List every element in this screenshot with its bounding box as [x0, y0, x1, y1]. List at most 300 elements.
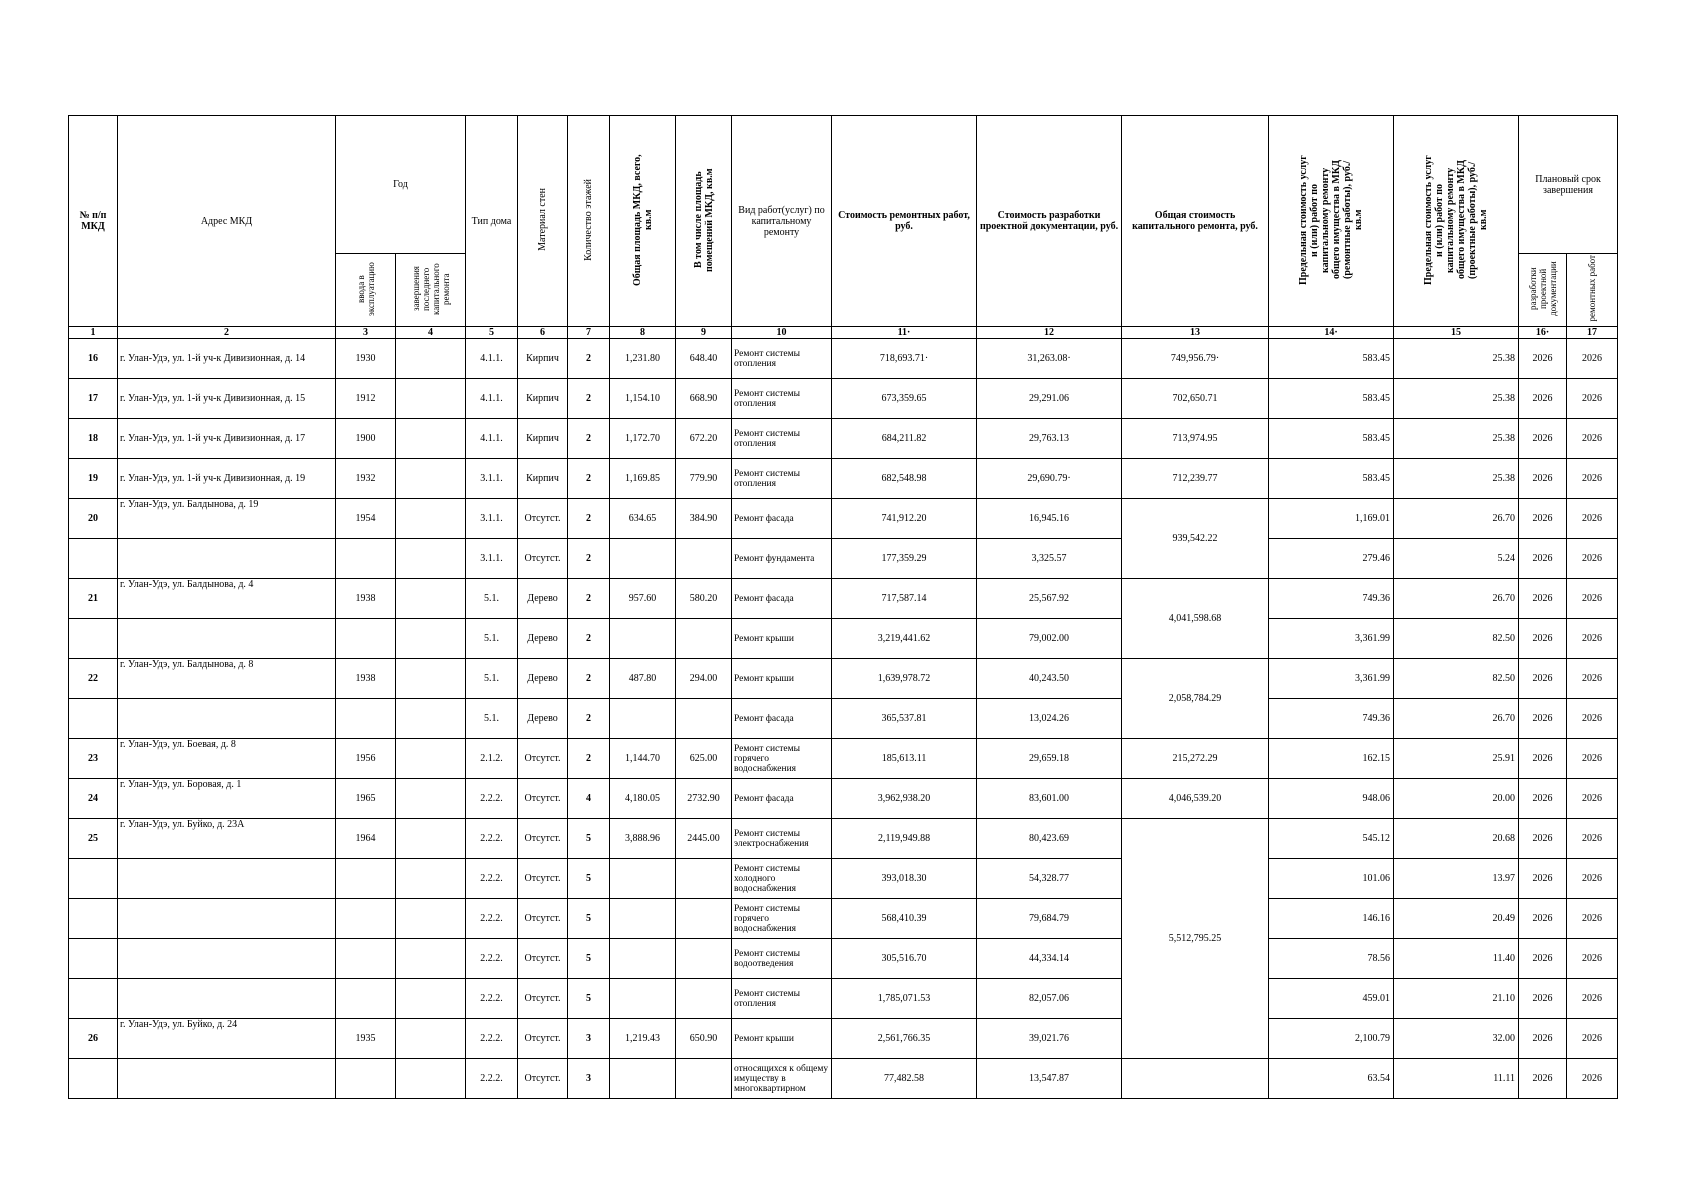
col-header-repair-cost: Стоимость ремонтных работ, руб. [832, 116, 977, 327]
row-number: 16 [69, 339, 118, 379]
row-repair-cost: 305,516.70 [832, 939, 977, 979]
row-year-commission: 1930 [336, 339, 396, 379]
col-number: 1 [69, 327, 118, 339]
row-year-last-repair [396, 899, 466, 939]
row-floors: 3 [568, 1019, 610, 1059]
row-premises-area: 779.90 [676, 459, 732, 499]
row-limit-design: 25.91 [1394, 739, 1519, 779]
row-year-commission [336, 699, 396, 739]
table-row [69, 619, 1618, 659]
col-number: 17 [1567, 327, 1618, 339]
limit-design-label: Предельная стоимость услуг и (или) работ по капитальному ремонту общего имущества в МКД (проектные работы), руб./кв.м [1423, 154, 1490, 285]
row-address: г. Улан-Удэ, ул. Балдынова, д. 8 [118, 659, 336, 699]
row-year-commission: 1900 [336, 419, 396, 459]
row-total-cost: 2,058,784.29 [1122, 659, 1269, 739]
row-work-type: Ремонт системы холодного водоснабжения [732, 859, 832, 899]
row-number: 21 [69, 579, 118, 619]
row-limit-repair: 749.36 [1269, 699, 1394, 739]
row-planned-design: 2026 [1519, 899, 1567, 939]
row-premises-area: 384.90 [676, 499, 732, 539]
col-header-total-cost: Общая стоимость капитального ремонта, руб. [1122, 116, 1269, 327]
row-total-area: 1,172.70 [610, 419, 676, 459]
row-work-type: Ремонт крыши [732, 619, 832, 659]
row-planned-design: 2026 [1519, 819, 1567, 859]
row-address: г. Улан-Удэ, ул. 1-й уч-к Дивизионная, д. 17 [118, 419, 336, 459]
limit-repair-label: Предельная стоимость услуг и (или) работ по капитальному ремонту общего имущества в МКД (ремонтные работы), руб./кв.м [1298, 154, 1365, 285]
table-row [69, 499, 1618, 539]
col-number: 14· [1269, 327, 1394, 339]
row-total-cost: 939,542.22 [1122, 499, 1269, 579]
row-total-area: 1,144.70 [610, 739, 676, 779]
row-number: 17 [69, 379, 118, 419]
row-limit-repair: 2,100.79 [1269, 1019, 1394, 1059]
row-total-cost: 702,650.71 [1122, 379, 1269, 419]
row-premises-area: 668.90 [676, 379, 732, 419]
row-limit-repair: 101.06 [1269, 859, 1394, 899]
row-year-last-repair [396, 539, 466, 579]
row-address [118, 939, 336, 979]
col-header-address: Адрес МКД [118, 116, 336, 327]
row-limit-design: 11.40 [1394, 939, 1519, 979]
row-year-commission: 1954 [336, 499, 396, 539]
row-limit-design: 26.70 [1394, 699, 1519, 739]
table-row [69, 739, 1618, 779]
row-repair-cost: 717,587.14 [832, 579, 977, 619]
row-premises-area: 625.00 [676, 739, 732, 779]
row-design-cost: 29,291.06 [977, 379, 1122, 419]
row-year-last-repair [396, 339, 466, 379]
table-row [69, 539, 1618, 579]
row-planned-design: 2026 [1519, 539, 1567, 579]
row-repair-cost: 3,962,938.20 [832, 779, 977, 819]
row-number: 20 [69, 499, 118, 539]
table-body [69, 339, 1618, 1099]
table-row [69, 379, 1618, 419]
row-year-last-repair [396, 739, 466, 779]
row-limit-repair: 948.06 [1269, 779, 1394, 819]
row-premises-area [676, 539, 732, 579]
row-limit-repair: 749.36 [1269, 579, 1394, 619]
row-planned-repair: 2026 [1567, 739, 1618, 779]
col-header-design-cost: Стоимость разработки проектной документации, руб. [977, 116, 1122, 327]
row-total-area [610, 939, 676, 979]
row-repair-cost: 718,693.71· [832, 339, 977, 379]
row-floors: 5 [568, 819, 610, 859]
row-repair-cost: 673,359.65 [832, 379, 977, 419]
row-planned-design: 2026 [1519, 1059, 1567, 1099]
row-wall-material: Отсутст. [518, 859, 568, 899]
row-total-area: 4,180.05 [610, 779, 676, 819]
row-floors: 2 [568, 339, 610, 379]
row-house-type: 5.1. [466, 699, 518, 739]
row-work-type: Ремонт системы отопления [732, 459, 832, 499]
column-numbers-row [69, 327, 1618, 339]
row-work-type: Ремонт фасада [732, 499, 832, 539]
row-wall-material: Отсутст. [518, 499, 568, 539]
row-house-type: 5.1. [466, 619, 518, 659]
row-floors: 2 [568, 419, 610, 459]
row-premises-area [676, 859, 732, 899]
row-address: г. Улан-Удэ, ул. 1-й уч-к Дивизионная, д. 14 [118, 339, 336, 379]
row-floors: 4 [568, 779, 610, 819]
row-total-area: 3,888.96 [610, 819, 676, 859]
row-wall-material: Отсутст. [518, 1019, 568, 1059]
col-header-year-commission [336, 254, 396, 327]
row-total-cost [1122, 1059, 1269, 1099]
row-address: г. Улан-Удэ, ул. 1-й уч-к Дивизионная, д. 19 [118, 459, 336, 499]
row-planned-repair: 2026 [1567, 1059, 1618, 1099]
row-year-commission: 1932 [336, 459, 396, 499]
row-address: г. Улан-Удэ, ул. Боровая, д. 1 [118, 779, 336, 819]
row-wall-material: Отсутст. [518, 539, 568, 579]
row-work-type: Ремонт крыши [732, 1019, 832, 1059]
row-limit-repair: 545.12 [1269, 819, 1394, 859]
col-header-year-last-repair [396, 254, 466, 327]
row-repair-cost: 568,410.39 [832, 899, 977, 939]
col-number: 12 [977, 327, 1122, 339]
row-limit-repair: 583.45 [1269, 419, 1394, 459]
row-total-cost: 4,041,598.68 [1122, 579, 1269, 659]
row-year-last-repair [396, 459, 466, 499]
header-row [69, 116, 1618, 254]
row-wall-material: Отсутст. [518, 779, 568, 819]
row-total-cost: 749,956.79· [1122, 339, 1269, 379]
row-limit-repair: 162.15 [1269, 739, 1394, 779]
row-premises-area: 2445.00 [676, 819, 732, 859]
row-address [118, 979, 336, 1019]
row-floors: 2 [568, 459, 610, 499]
col-number: 11· [832, 327, 977, 339]
row-work-type: Ремонт системы электроснабжения [732, 819, 832, 859]
row-work-type: Ремонт крыши [732, 659, 832, 699]
row-year-last-repair [396, 1019, 466, 1059]
col-header-floors [568, 116, 610, 327]
year-last-repair-label: завершения последнего капитального ремонта [410, 262, 451, 315]
row-planned-design: 2026 [1519, 579, 1567, 619]
row-limit-design: 32.00 [1394, 1019, 1519, 1059]
row-repair-cost: 684,211.82 [832, 419, 977, 459]
row-work-type: Ремонт системы водоотведения [732, 939, 832, 979]
row-repair-cost: 2,119,949.88 [832, 819, 977, 859]
col-number: 8 [610, 327, 676, 339]
row-floors: 2 [568, 699, 610, 739]
row-house-type: 2.2.2. [466, 859, 518, 899]
row-number [69, 619, 118, 659]
table-row [69, 939, 1618, 979]
row-wall-material: Отсутст. [518, 979, 568, 1019]
row-total-area [610, 619, 676, 659]
col-number: 5 [466, 327, 518, 339]
row-planned-repair: 2026 [1567, 979, 1618, 1019]
row-planned-repair: 2026 [1567, 459, 1618, 499]
row-number [69, 859, 118, 899]
row-address: г. Улан-Удэ, ул. Балдынова, д. 19 [118, 499, 336, 539]
row-design-cost: 29,763.13 [977, 419, 1122, 459]
row-address [118, 859, 336, 899]
row-wall-material: Отсутст. [518, 739, 568, 779]
row-work-type: Ремонт фасада [732, 699, 832, 739]
row-wall-material: Дерево [518, 579, 568, 619]
row-design-cost: 79,002.00 [977, 619, 1122, 659]
row-limit-repair: 279.46 [1269, 539, 1394, 579]
col-number: 4 [396, 327, 466, 339]
row-number [69, 539, 118, 579]
row-year-commission [336, 1059, 396, 1099]
row-floors: 2 [568, 539, 610, 579]
row-address [118, 699, 336, 739]
row-year-commission [336, 939, 396, 979]
row-limit-design: 25.38 [1394, 459, 1519, 499]
row-work-type: Ремонт системы отопления [732, 339, 832, 379]
row-limit-design: 82.50 [1394, 659, 1519, 699]
row-house-type: 2.2.2. [466, 1059, 518, 1099]
row-house-type: 4.1.1. [466, 419, 518, 459]
row-year-commission: 1935 [336, 1019, 396, 1059]
row-repair-cost: 1,639,978.72 [832, 659, 977, 699]
row-planned-repair: 2026 [1567, 339, 1618, 379]
row-design-cost: 13,547.87 [977, 1059, 1122, 1099]
row-wall-material: Дерево [518, 659, 568, 699]
row-total-cost: 215,272.29 [1122, 739, 1269, 779]
row-floors: 5 [568, 979, 610, 1019]
row-limit-repair: 1,169.01 [1269, 499, 1394, 539]
row-address [118, 619, 336, 659]
row-number [69, 979, 118, 1019]
row-planned-design: 2026 [1519, 979, 1567, 1019]
row-limit-repair: 146.16 [1269, 899, 1394, 939]
col-number: 7 [568, 327, 610, 339]
row-wall-material: Отсутст. [518, 1059, 568, 1099]
row-year-commission [336, 619, 396, 659]
col-header-limit-repair [1269, 116, 1394, 327]
col-number: 10 [732, 327, 832, 339]
row-premises-area [676, 939, 732, 979]
row-year-commission: 1938 [336, 579, 396, 619]
row-address [118, 899, 336, 939]
row-address: г. Улан-Удэ, ул. Боевая, д. 8 [118, 739, 336, 779]
row-house-type: 4.1.1. [466, 379, 518, 419]
row-limit-repair: 3,361.99 [1269, 659, 1394, 699]
row-limit-design: 25.38 [1394, 379, 1519, 419]
row-repair-cost: 1,785,071.53 [832, 979, 977, 1019]
row-house-type: 3.1.1. [466, 499, 518, 539]
row-address: г. Улан-Удэ, ул. Буйко, д. 23А [118, 819, 336, 859]
row-house-type: 2.2.2. [466, 939, 518, 979]
row-planned-design: 2026 [1519, 459, 1567, 499]
row-planned-design: 2026 [1519, 699, 1567, 739]
row-limit-design: 21.10 [1394, 979, 1519, 1019]
row-planned-repair: 2026 [1567, 619, 1618, 659]
row-year-last-repair [396, 1059, 466, 1099]
row-design-cost: 3,325.57 [977, 539, 1122, 579]
row-wall-material: Дерево [518, 699, 568, 739]
row-wall-material: Кирпич [518, 339, 568, 379]
row-floors: 2 [568, 379, 610, 419]
row-number: 22 [69, 659, 118, 699]
row-floors: 2 [568, 579, 610, 619]
row-planned-repair: 2026 [1567, 1019, 1618, 1059]
row-address [118, 539, 336, 579]
row-repair-cost: 741,912.20 [832, 499, 977, 539]
row-design-cost: 25,567.92 [977, 579, 1122, 619]
row-limit-repair: 3,361.99 [1269, 619, 1394, 659]
table-row [69, 659, 1618, 699]
row-year-last-repair [396, 699, 466, 739]
row-limit-repair: 78.56 [1269, 939, 1394, 979]
col-header-planned-repair [1567, 254, 1618, 327]
table-row [69, 779, 1618, 819]
row-floors: 5 [568, 939, 610, 979]
row-wall-material: Кирпич [518, 379, 568, 419]
row-limit-repair: 583.45 [1269, 379, 1394, 419]
row-planned-design: 2026 [1519, 499, 1567, 539]
row-design-cost: 83,601.00 [977, 779, 1122, 819]
col-header-planned-design [1519, 254, 1567, 327]
row-premises-area: 672.20 [676, 419, 732, 459]
row-total-area: 1,154.10 [610, 379, 676, 419]
row-address: г. Улан-Удэ, ул. Балдынова, д. 4 [118, 579, 336, 619]
col-header-year: Год [336, 116, 466, 254]
col-header-house-type: Тип дома [466, 116, 518, 327]
row-year-commission: 1965 [336, 779, 396, 819]
row-design-cost: 31,263.08· [977, 339, 1122, 379]
row-floors: 3 [568, 1059, 610, 1099]
row-year-last-repair [396, 419, 466, 459]
table-row [69, 1019, 1618, 1059]
row-planned-repair: 2026 [1567, 659, 1618, 699]
row-year-commission: 1938 [336, 659, 396, 699]
row-house-type: 3.1.1. [466, 539, 518, 579]
row-house-type: 5.1. [466, 659, 518, 699]
row-number: 26 [69, 1019, 118, 1059]
row-wall-material: Кирпич [518, 419, 568, 459]
row-house-type: 4.1.1. [466, 339, 518, 379]
row-limit-design: 20.49 [1394, 899, 1519, 939]
row-wall-material: Кирпич [518, 459, 568, 499]
row-work-type: Ремонт системы горячего водоснабжения [732, 739, 832, 779]
col-header-premises-area [676, 116, 732, 327]
row-planned-repair: 2026 [1567, 859, 1618, 899]
row-design-cost: 29,690.79· [977, 459, 1122, 499]
row-number [69, 1059, 118, 1099]
row-year-last-repair [396, 379, 466, 419]
row-total-area: 1,169.85 [610, 459, 676, 499]
col-header-total-area [610, 116, 676, 327]
row-year-commission [336, 539, 396, 579]
row-design-cost: 29,659.18 [977, 739, 1122, 779]
row-wall-material: Отсутст. [518, 939, 568, 979]
row-number: 18 [69, 419, 118, 459]
row-repair-cost: 3,219,441.62 [832, 619, 977, 659]
row-house-type: 2.2.2. [466, 819, 518, 859]
row-address [118, 1059, 336, 1099]
table-row [69, 339, 1618, 379]
row-limit-design: 25.38 [1394, 339, 1519, 379]
row-number: 25 [69, 819, 118, 859]
col-header-work-type: Вид работ(услуг) по капитальному ремонту [732, 116, 832, 327]
row-limit-design: 13.97 [1394, 859, 1519, 899]
row-number [69, 699, 118, 739]
row-year-commission: 1912 [336, 379, 396, 419]
row-total-area [610, 539, 676, 579]
floors-label: Количество этажей [583, 178, 595, 261]
row-year-commission: 1956 [336, 739, 396, 779]
row-floors: 2 [568, 659, 610, 699]
table-row [69, 419, 1618, 459]
row-planned-design: 2026 [1519, 339, 1567, 379]
row-limit-design: 26.70 [1394, 579, 1519, 619]
col-header-wall-material [518, 116, 568, 327]
row-work-type: Ремонт системы отопления [732, 419, 832, 459]
row-planned-repair: 2026 [1567, 819, 1618, 859]
row-year-last-repair [396, 859, 466, 899]
planned-design-label: разработки проектной документации [1527, 261, 1558, 316]
row-limit-repair: 63.54 [1269, 1059, 1394, 1099]
row-limit-repair: 583.45 [1269, 339, 1394, 379]
table-row [69, 699, 1618, 739]
row-year-last-repair [396, 939, 466, 979]
row-limit-repair: 583.45 [1269, 459, 1394, 499]
col-header-limit-design [1394, 116, 1519, 327]
row-floors: 5 [568, 859, 610, 899]
year-commission-label: ввода в эксплуатацию [355, 261, 376, 316]
row-planned-repair: 2026 [1567, 419, 1618, 459]
row-premises-area [676, 899, 732, 939]
col-number: 15 [1394, 327, 1519, 339]
row-premises-area: 648.40 [676, 339, 732, 379]
row-floors: 2 [568, 739, 610, 779]
row-planned-design: 2026 [1519, 379, 1567, 419]
table-row [69, 1059, 1618, 1099]
row-address: г. Улан-Удэ, ул. Буйко, д. 24 [118, 1019, 336, 1059]
row-work-type: Ремонт системы отопления [732, 379, 832, 419]
row-premises-area [676, 979, 732, 1019]
row-house-type: 2.2.2. [466, 899, 518, 939]
table-row [69, 979, 1618, 1019]
wall-material-label: Материал стен [537, 188, 549, 251]
table-row [69, 859, 1618, 899]
row-year-last-repair [396, 499, 466, 539]
row-planned-repair: 2026 [1567, 779, 1618, 819]
row-premises-area: 294.00 [676, 659, 732, 699]
row-address: г. Улан-Удэ, ул. 1-й уч-к Дивизионная, д. 15 [118, 379, 336, 419]
row-limit-design: 11.11 [1394, 1059, 1519, 1099]
planned-repair-label: ремонтных работ [1587, 255, 1598, 322]
row-planned-design: 2026 [1519, 619, 1567, 659]
row-limit-design: 20.68 [1394, 819, 1519, 859]
row-repair-cost: 177,359.29 [832, 539, 977, 579]
col-number: 2 [118, 327, 336, 339]
row-total-cost: 713,974.95 [1122, 419, 1269, 459]
col-number: 9 [676, 327, 732, 339]
col-header-num: № п/п МКД [69, 116, 118, 327]
row-wall-material: Отсутст. [518, 899, 568, 939]
row-repair-cost: 365,537.81 [832, 699, 977, 739]
row-year-commission [336, 979, 396, 1019]
row-total-cost: 5,512,795.25 [1122, 819, 1269, 1059]
row-house-type: 5.1. [466, 579, 518, 619]
row-premises-area: 650.90 [676, 1019, 732, 1059]
row-total-area [610, 1059, 676, 1099]
row-planned-design: 2026 [1519, 659, 1567, 699]
repair-schedule-table [68, 115, 1618, 1099]
row-planned-repair: 2026 [1567, 699, 1618, 739]
row-limit-design: 5.24 [1394, 539, 1519, 579]
row-total-area: 487.80 [610, 659, 676, 699]
row-planned-design: 2026 [1519, 779, 1567, 819]
row-planned-design: 2026 [1519, 939, 1567, 979]
row-total-area [610, 859, 676, 899]
